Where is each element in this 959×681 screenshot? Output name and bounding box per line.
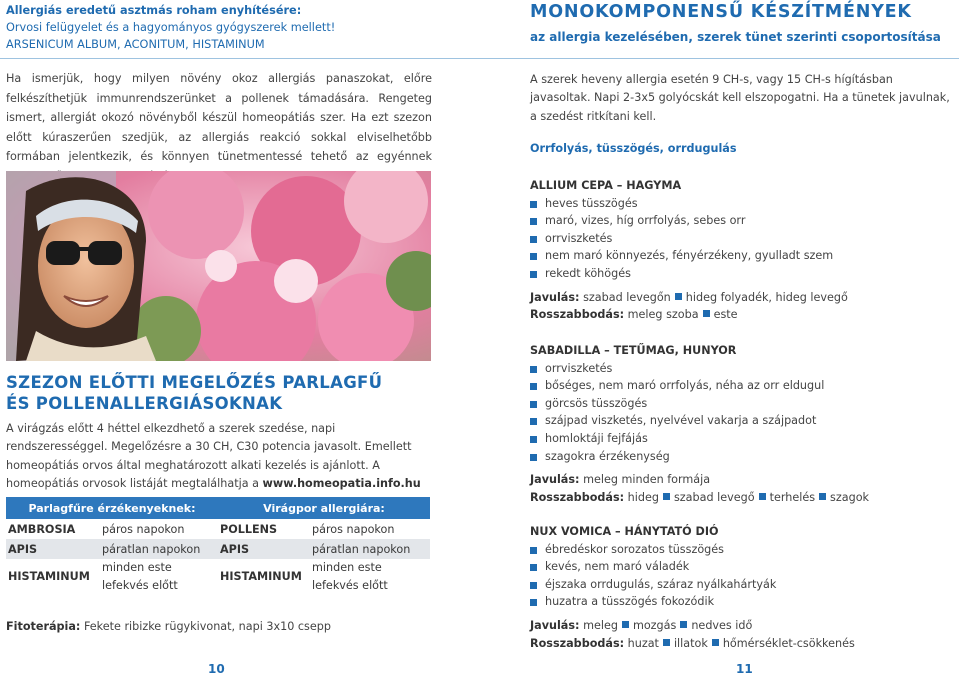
table-row	[6, 559, 430, 595]
bullet-square-icon	[819, 493, 826, 500]
remedy-block-sabadilla	[530, 342, 950, 506]
bullet-square-icon	[530, 366, 537, 373]
list-item: szájpad viszketés, nyelvével vakarja a szájpadot	[530, 412, 950, 430]
list-item: éjszaka orrdugulás, száraz nyálkahártyák	[530, 576, 950, 594]
worse-line: Rosszabbodás: meleg szoba este	[530, 308, 738, 322]
remedy-title: ALLIUM CEPA – HAGYMA	[530, 179, 682, 192]
bullet-square-icon	[530, 418, 537, 425]
bullet-square-icon	[530, 564, 537, 571]
intro-header	[6, 2, 436, 53]
worse-line: Rosszabbodás: huzat illatok hőmérséklet-csökkenés	[530, 636, 855, 650]
remedy-name: POLLENS	[218, 519, 310, 539]
woman-flowers-photo	[6, 171, 431, 361]
dosage-paragraph: A szerek heveny allergia esetén 9 CH-s, vagy 15 CH-s hígításban javasoltak. Napi 2-3x5 golyócskát kell elszopogatni. Ha a tünetek javulnak, a szedést ritkítani kell.	[530, 73, 950, 123]
remedy-name: HISTAMINUM	[6, 559, 100, 595]
phytotherapy-note	[6, 620, 331, 633]
list-item: görcsös tüsszögés	[530, 395, 950, 413]
dose-line-1: minden este	[102, 561, 172, 574]
symptom-list	[530, 195, 950, 283]
better-line: Javulás: meleg mozgás nedves idő	[530, 618, 753, 632]
page-number-left: 10	[208, 662, 225, 676]
worse-line: Rosszabbodás: hideg szabad levegő terhelés szagok	[530, 490, 870, 504]
list-item: rekedt köhögés	[530, 265, 950, 283]
intro-subtitle: Orvosi felügyelet és a hagyományos gyógyszerek mellett!	[6, 21, 336, 34]
bullet-square-icon	[530, 383, 537, 390]
table-header-row	[6, 497, 430, 519]
remedy-title: SABADILLA – TETŰMAG, HUNYOR	[530, 344, 737, 357]
heading-line-2: ÉS POLLENALLERGIÁSOKNAK	[6, 394, 283, 413]
heading-line-1: SZEZON ELŐTTI MEGELŐZÉS PARLAGFŰ	[6, 373, 383, 392]
remedy-title: NUX VOMICA – HÁNYTATÓ DIÓ	[530, 525, 719, 538]
remedy-dose	[310, 559, 430, 595]
bullet-square-icon	[530, 253, 537, 260]
list-item: ébredéskor sorozatos tüsszögés	[530, 541, 950, 559]
bullet-square-icon	[663, 639, 670, 646]
list-item: orrviszketés	[530, 360, 950, 378]
better-line: Javulás: meleg minden formája	[530, 473, 711, 487]
bullet-square-icon	[703, 310, 710, 317]
page-number-right: 11	[736, 662, 753, 676]
symptom-section-title: Orrfolyás, tüsszögés, orrdugulás	[530, 142, 737, 155]
header-ragweed: Parlagfűre érzékenyeknek:	[6, 497, 218, 519]
dose-line-2: lefekvés előtt	[102, 579, 178, 592]
bullet-square-icon	[663, 493, 670, 500]
list-item: kevés, nem maró váladék	[530, 558, 950, 576]
bullet-square-icon	[675, 293, 682, 300]
intro-paragraph: Ha ismerjük, hogy milyen növény okoz allergiás panaszokat, előre felkészíthetjük immunrendszerünket a pollenek támadására. Rengeteg ismert, allergiát okozó növényből készül homeopátiás szer. Ha ezt szezon előtt kúraszerűen szedjük, az allergiás reakció sokkal elviselhetőbb formában jelentkezik, és könnyen tünetmentessé tehető az egyénnek	[6, 72, 432, 163]
remedy-block-nux-vomica	[530, 523, 950, 652]
remedy-name: APIS	[6, 539, 100, 559]
symptom-list	[530, 360, 950, 466]
bullet-square-icon	[530, 582, 537, 589]
bullet-square-icon	[530, 201, 537, 208]
remedy-block-allium	[530, 177, 950, 324]
remedy-name: HISTAMINUM	[218, 559, 310, 595]
list-item: orrviszketés	[530, 230, 950, 248]
list-item: homloktáji fejfájás	[530, 430, 950, 448]
bullet-square-icon	[530, 271, 537, 278]
remedy-name: AMBROSIA	[6, 519, 100, 539]
bullet-square-icon	[712, 639, 719, 646]
phytotherapy-label: Fitoterápia:	[6, 620, 81, 633]
list-item: bőséges, nem maró orrfolyás, néha az orr eldugul	[530, 377, 950, 395]
section-heading-left	[6, 372, 382, 414]
table-row	[6, 519, 430, 539]
bullet-square-icon	[530, 436, 537, 443]
bullet-square-icon	[530, 236, 537, 243]
bullet-square-icon	[759, 493, 766, 500]
remedy-dose	[100, 559, 218, 595]
intro-remedies: ARSENICUM ALBUM, ACONITUM, HISTAMINUM	[6, 38, 265, 51]
better-line: Javulás: szabad levegőn hideg folyadék, hideg levegő	[530, 290, 848, 304]
phytotherapy-text: Fekete ribizke rügykivonat, napi 3x10 csepp	[80, 620, 331, 633]
remedy-name: APIS	[218, 539, 310, 559]
list-item: huzatra a tüsszögés fokozódik	[530, 593, 950, 611]
header-rule	[0, 58, 959, 59]
page-subtitle-right: az allergia kezelésében, szerek tünet szerinti csoportosítása	[530, 30, 941, 44]
intro-title: Allergiás eredetű asztmás roham enyhítésére:	[6, 4, 302, 17]
list-item: nem maró könnyezés, fényérzékeny, gyulladt szem	[530, 247, 950, 265]
homeopatia-link[interactable]: www.homeopatia.info.hu	[262, 477, 421, 491]
remedy-dose: páros napokon	[310, 519, 430, 539]
list-item: maró, vizes, híg orrfolyás, sebes orr	[530, 212, 950, 230]
bullet-square-icon	[530, 547, 537, 554]
dose-line-1: minden este	[312, 561, 382, 574]
bullet-square-icon	[530, 401, 537, 408]
table-row	[6, 539, 430, 559]
bullet-square-icon	[530, 218, 537, 225]
remedy-dose: páros napokon	[100, 519, 218, 539]
header-pollen: Virágpor allergiára:	[218, 497, 430, 519]
bullet-square-icon	[680, 621, 687, 628]
list-item: szagokra érzékenység	[530, 448, 950, 466]
dose-line-2: lefekvés előtt	[312, 579, 388, 592]
remedy-dose: páratlan napokon	[310, 539, 430, 559]
list-item: heves tüsszögés	[530, 195, 950, 213]
page-title-right: MONOKOMPONENSŰ KÉSZÍTMÉNYEK	[530, 2, 912, 22]
remedy-dose: páratlan napokon	[100, 539, 218, 559]
bullet-square-icon	[530, 454, 537, 461]
symptom-list	[530, 541, 950, 611]
bullet-square-icon	[622, 621, 629, 628]
bullet-square-icon	[530, 599, 537, 606]
prevention-text: A virágzás előtt 4 héttel elkezdhető a szerek szedése, napi rendszerességgel. Megelőzésre a 30 CH, C30 potencia javasolt. Emellett homeopátiás orvos által meghatározott alkati kezelés is ajánlott. A homeopátiás orvosok listáját megtalálhatja a	[6, 422, 412, 491]
allergy-table	[6, 497, 430, 595]
